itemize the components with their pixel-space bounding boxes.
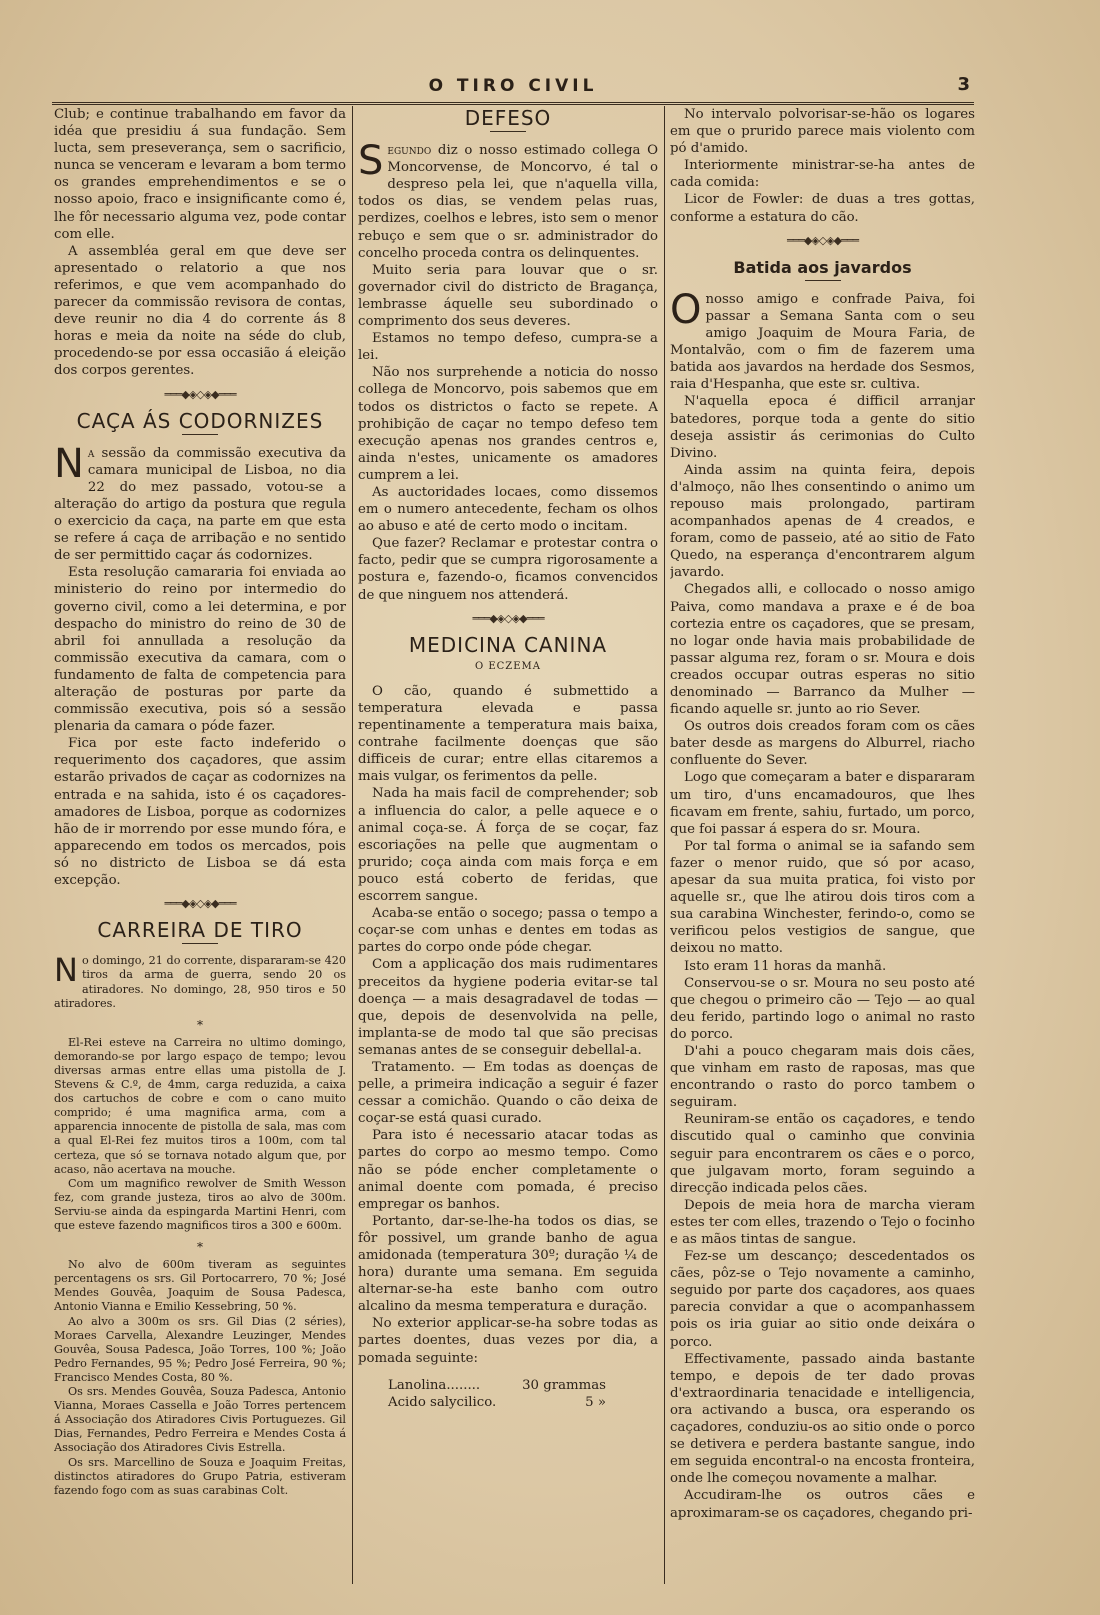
page-number: 3 xyxy=(957,74,970,95)
column-rule xyxy=(664,106,665,1584)
paragraph: Com a applicação dos mais rudimentares preceitos da hygiene poderia evitar-se tal doença — a mais desagradavel de todas — que, depois de desenvolvida na pelle, implanta-se de modo tal que são precisas semanas antes de se conseguir debellal-a. xyxy=(358,957,658,1058)
recipe-quantity: 5 » xyxy=(585,1394,606,1410)
paragraph: As auctoridades locaes, como dissemos em o numero antecedente, fecham os olhos ao abuso e até de certo modo o incitam. xyxy=(358,484,658,535)
paragraph: Conservou-se o sr. Moura no seu posto até que chegou o primeiro cão — Tejo — ao qual deu ferido, partindo logo o animal no rasto do porco. xyxy=(670,975,975,1042)
lead-caps: a xyxy=(87,445,95,461)
paragraph: Não nos surprehende a noticia do nosso collega de Moncorvo, pois sabemos que em todos os districtos o facto se repete. A prohibição de caçar no tempo defeso tem execução apenas nos grandes centros e, ainda n'estes, unicamente os amadores cumprem a lei. xyxy=(358,365,658,483)
drop-cap: O xyxy=(670,286,702,333)
lead-caps: egundo xyxy=(387,143,432,159)
paragraph: Fez-se um descanço; descedentados os cães, pôz-se o Tejo novamente a caminho, seguido por parte dos caçadores, aos quaes parecia convidar a que o acompanhassem pois os iria guiar ao sitio onde deixára o porco. xyxy=(670,1249,975,1350)
paragraph: Os srs. Marcellino de Souza e Joaquim Freitas, distinctos atiradores do Grupo Patria, estiveram fazendo fogo com as suas carabinas Colt. xyxy=(54,1455,346,1497)
paragraph: Isto eram 11 horas da manhã. xyxy=(684,958,887,974)
article-title: DEFESO xyxy=(464,106,552,130)
paragraph: Os outros dois creados foram com os cães bater desde as margens do Alburrel, riacho confluente do Sever. xyxy=(670,719,975,769)
recipe-line xyxy=(358,1394,658,1411)
drop-cap: S xyxy=(358,138,384,185)
column-2 xyxy=(358,106,658,1586)
paragraph: No intervalo polvorisar-se-hão os logares em que o prurido parece mais violento com pó d'amido. xyxy=(670,107,975,157)
article-title: Batida aos javardos xyxy=(733,257,912,277)
lead-text: o domingo, 21 do corrente, dispararam-se 420 tiros da arma de guerra, sendo 20 os atiradores. No domingo, 28, 950 tiros e 50 atiradores. xyxy=(54,954,346,1010)
paragraph: Com um magnifico rewolver de Smith Wesson fez, com grande justeza, tiros ao alvo de 300m. Serviu-se ainda da espingarda Martini Henri, com que esteve fazendo magnificos tiros a 300 e 600m. xyxy=(54,1176,346,1232)
section-star: * xyxy=(197,1017,203,1032)
paragraph: Accudiram-lhe os outros cães e aproximaram-se os caçadores, chegando pri- xyxy=(670,1488,975,1521)
paragraph: El-Rei esteve na Carreira no ultimo domingo, demorando-se por largo espaço de tempo; levou diversas armas entre ellas uma pistolla de J. Stevens & C.º, de 4mm, carga reduzida, a caixa dos cartuchos de cobre e com o cano muito comprido; é uma magnifica arma, com a apparencia innocente de pistolla de sala, mas com a qual El-Rei fez muitos tiros a 100m, com tal certeza, que só se tornava notado algum que, por acaso, não acertava na mouche. xyxy=(54,1035,346,1176)
recipe-ingredient: Lanolina........ xyxy=(388,1377,481,1393)
paragraph: Portanto, dar-se-lhe-ha todos os dias, se fôr possivel, um grande banho de agua amidonada (temperatura 30º; duração ¼ de hora) durante uma semana. Em seguida alternar-se-ha este banho com outro alcalino da mesma temperatura e duração. xyxy=(358,1213,658,1315)
article-lead xyxy=(358,138,658,262)
paragraph: Interiormente ministrar-se-ha antes de cada comida: xyxy=(670,158,975,191)
paragraph: Que fazer? Reclamar e protestar contra o facto, pedir que se cumpra rigorosamente a postura e, fazendo-o, ficamos convencidos de que ninguem nos attenderá. xyxy=(358,536,658,603)
title-rule xyxy=(490,131,526,132)
lead-text: diz o nosso estimado collega O Moncorvense, de Moncorvo, é tal o despreso pela lei, que n'aquella villa, todos os dias, se vendem pelas ruas, perdizes, coelhos e lebres, isto sem o menor rebuço e sem que o sr. administrador do concelho proceda contra os delinquentes. xyxy=(358,143,658,261)
page-header xyxy=(52,72,974,105)
paragraph: Licor de Fowler: de duas a tres gottas, conforme a estatura do cão. xyxy=(670,192,975,225)
recipe-line xyxy=(358,1377,658,1394)
paragraph: D'ahi a pouco chegaram mais dois cães, que vinham em rasto de raposas, mas que encontrando o rasto do porco tambem o seguiram. xyxy=(670,1043,975,1111)
ornament-divider: ═══◆◈◇◈◆═══ xyxy=(472,611,544,625)
article-title: MEDICINA CANINA xyxy=(408,632,608,657)
article-lead xyxy=(670,286,975,394)
ornament-divider: ═══◆◈◇◈◆═══ xyxy=(164,387,236,401)
article-lead xyxy=(54,951,346,1010)
paragraph: Estamos no tempo defeso, cumpra-se a lei. xyxy=(358,331,658,364)
paragraph: Depois de meia hora de marcha vieram estes ter com elles, trazendo o Tejo o focinho e as mãos tintas de sangue. xyxy=(670,1197,975,1247)
column-rule xyxy=(352,106,353,1584)
recipe-quantity: 30 grammas xyxy=(522,1377,606,1393)
paragraph: Chegados alli, e collocado o nosso amigo Paiva, como mandava a praxe e é de boa cortezia entre os caçadores, que se presam, no logar onde havia mais probabilidade de passar alguma rez, foram o sr. Moura e dois creados occupar outras esperas no sitio denominado — Barranco da Mulher — ficando aquelle sr. junto ao rio Sever. xyxy=(670,582,975,718)
lead-text: sessão da commissão executiva da camara municipal de Lisboa, no dia 22 do mez passado, votou-se a alteração do artigo da postura que regula o exercicio da caça, na parte em que esta se refere á caça de arribação e no sentido de ser permittido caçar ás codornizes. xyxy=(54,445,346,564)
paragraph: Ao alvo a 300m os srs. Gil Dias (2 séries), Moraes Carvella, Alexandre Leuzinger, Mendes Gouvêa, Sousa Padesca, João Torres, 100 %; João Pedro Fernandes, 95 %; Pedro José Ferreira, 90 %; Francisco Mendes Costa, 80 %. xyxy=(54,1314,346,1384)
paragraph: Reuniram-se então os caçadores, e tendo discutido qual o caminho que convinia seguir para encontrarem os cães e o porco, que julgavam morto, foram seguindo a direcção indicada pelos cães. xyxy=(670,1112,975,1196)
paragraph: Logo que começaram a bater e dispararam um tiro, d'uns encamadouros, que lhes ficavam em frente, sahiu, furtado, um porco, que foi passar á espera do sr. Moura. xyxy=(670,770,975,837)
paragraph: Acaba-se então o socego; passa o tempo a coçar-se com unhas e dentes em todas as partes do corpo onde póde chegar. xyxy=(358,906,658,956)
article-title: CAÇA ÁS CODORNIZES xyxy=(76,408,324,433)
recipe-ingredient: Acido salycilico. xyxy=(388,1394,497,1410)
paragraph: Muito seria para louvar que o sr. governador civil do districto de Bragança, lembrasse áquelle seu subordinado o comprimento dos seus deveres. xyxy=(358,262,658,330)
section-star: * xyxy=(197,1240,203,1255)
paragraph: A assembléa geral em que deve ser apresentado o relatorio a que nos referimos, e que vem acompanhado do parecer da commissão revisora de contas, deve reunir no dia 4 do corrente ás 8 horas e meia da noite na séde do club, procedendo-se por essa occasião á eleição dos corpos gerentes. xyxy=(54,243,346,379)
ornament-divider: ═══◆◈◇◈◆═══ xyxy=(164,897,236,911)
paragraph: Ainda assim na quinta feira, depois d'almoço, não lhes consentindo o animo um repouso mais prolongado, partiram acompanhados apenas de 4 creados, e foram, como de passeio, até ao sitio de Fato Quedo, na esperança d'encontrarem algum javardo. xyxy=(670,462,975,581)
article-subtitle: O ECZEMA xyxy=(474,660,542,672)
title-rule xyxy=(182,943,218,944)
paragraph: Club; e continue trabalhando em favor da idéa que presidiu á sua fundação. Sem lucta, sem preseverança, sem o sacrificio, nunca se venceram e levaram a bom termo os grandes emprehendimentos e se o nosso apoio, fraco e insignificante como é, lhe fôr necessario alguma vez, pode contar com elle. xyxy=(54,107,346,242)
paragraph: Effectivamente, passado ainda bastante tempo, e depois de ter dado provas d'extraordinaria tenacidade e intelligencia, ora activando a busca, ora esperando os caçadores, conduziu-os ao sitio onde o porco se detivera e perdera bastante sangue, indo em seguida encontral-o na encosta fronteira, onde lhe começou novamente a malhar. xyxy=(670,1351,975,1487)
article-title: CARREIRA DE TIRO xyxy=(97,918,303,943)
paragraph: O cão, quando é submettido a temperatura elevada e passa repentinamente a temperatura mais baixa, contrahe facilmente doenças que são difficeis de curar; entre ellas citaremos a mais vulgar, os ferimentos da pelle. xyxy=(358,683,658,785)
drop-cap: N xyxy=(54,440,84,487)
column-3 xyxy=(670,106,975,1586)
column-1 xyxy=(54,106,346,1586)
title-rule xyxy=(182,434,218,435)
paragraph: Fica por este facto indeferido o requerimento dos caçadores, que assim estarão privados de caçar as codornizes na entrada e na sahida, isto é os caçadores-amadores de Lisboa, porque as codornizes hão de ir morrendo por esse mundo fóra, e apparecendo em todos os mercados, pois só no districto de Lisboa se dá esta excepção. xyxy=(54,736,346,889)
paragraph: Os srs. Mendes Gouvêa, Souza Padesca, Antonio Vianna, Moraes Cassella e João Torres pertencem á Associação dos Atiradores Civis Portuguezes. Gil Dias, Fernandes, Pedro Ferreira e Mendes Costa á Associação dos Atiradores Civis Estrella. xyxy=(54,1385,346,1455)
ornament-divider: ═══◆◈◇◈◆═══ xyxy=(786,233,859,247)
paragraph: Tratamento. — Em todas as doenças de pelle, a primeira indicação a seguir é fazer cessar a comichão. Quando o cão deixa de coçar-se está quasi curado. xyxy=(358,1059,658,1127)
drop-cap: N xyxy=(54,951,78,990)
paragraph: Para isto é necessario atacar todas as partes do corpo ao mesmo tempo. Como não se póde encher completamente o animal doente com pomada, é preciso empregar os banhos. xyxy=(358,1128,658,1212)
paragraph: No alvo de 600m tiveram as seguintes percentagens os srs. Gil Portocarrero, 70 %; José Mendes Gouvêa, Joaquim de Sousa Padesca, Antonio Vianna e Emilio Kessebring, 50 %. xyxy=(54,1258,346,1314)
masthead: O TIRO CIVIL xyxy=(428,76,598,96)
paragraph: Nada ha mais facil de comprehender; sob a influencia do calor, a pelle aquece e o animal coça-se. Á força de se coçar, faz escoriações na pelle que augmentam o prurido; coça ainda com mais força e em pouco está coberto de feridas, que escorrem sangue. xyxy=(358,786,658,905)
paragraph: Por tal forma o animal se ia safando sem fazer o menor ruido, que só por acaso, apesar da sua muita pratica, foi visto por aquelle sr., que lhe atirou dois tiros com a sua carabina Winchester, ferindo-o, como se verificou pelos vestigios de sangue, que deixou no matto. xyxy=(670,838,975,957)
title-rule xyxy=(805,280,841,281)
paragraph: No exterior applicar-se-ha sobre todas as partes doentes, duas vezes por dia, a pomada seguinte: xyxy=(358,1316,658,1366)
lead-text: nosso amigo e confrade Paiva, foi passar a Semana Santa com o seu amigo Joaquim de Moura Faria, de Montalvão, com o fim de fazerem uma batida aos javardos na herdade dos Sesmos, raia d'Hespanha, que este sr. cultiva. xyxy=(670,291,975,393)
article-lead xyxy=(54,440,346,565)
paragraph: N'aquella epoca é difficil arranjar batedores, porque toda a gente do sitio deseja assistir ás cerimonias do Culto Divino. xyxy=(670,394,975,461)
paragraph: Esta resolução camararia foi enviada ao ministerio do reino por intermedio do governo civil, como a lei determina, e por despacho do ministro do reino de 30 de abril foi annullada a resolução da commissão executiva da camara, com o fundamento de falta de competencia para alteração de posturas por parte da commissão executiva, pois só a sessão plenaria da camara o póde fazer. xyxy=(54,565,346,735)
